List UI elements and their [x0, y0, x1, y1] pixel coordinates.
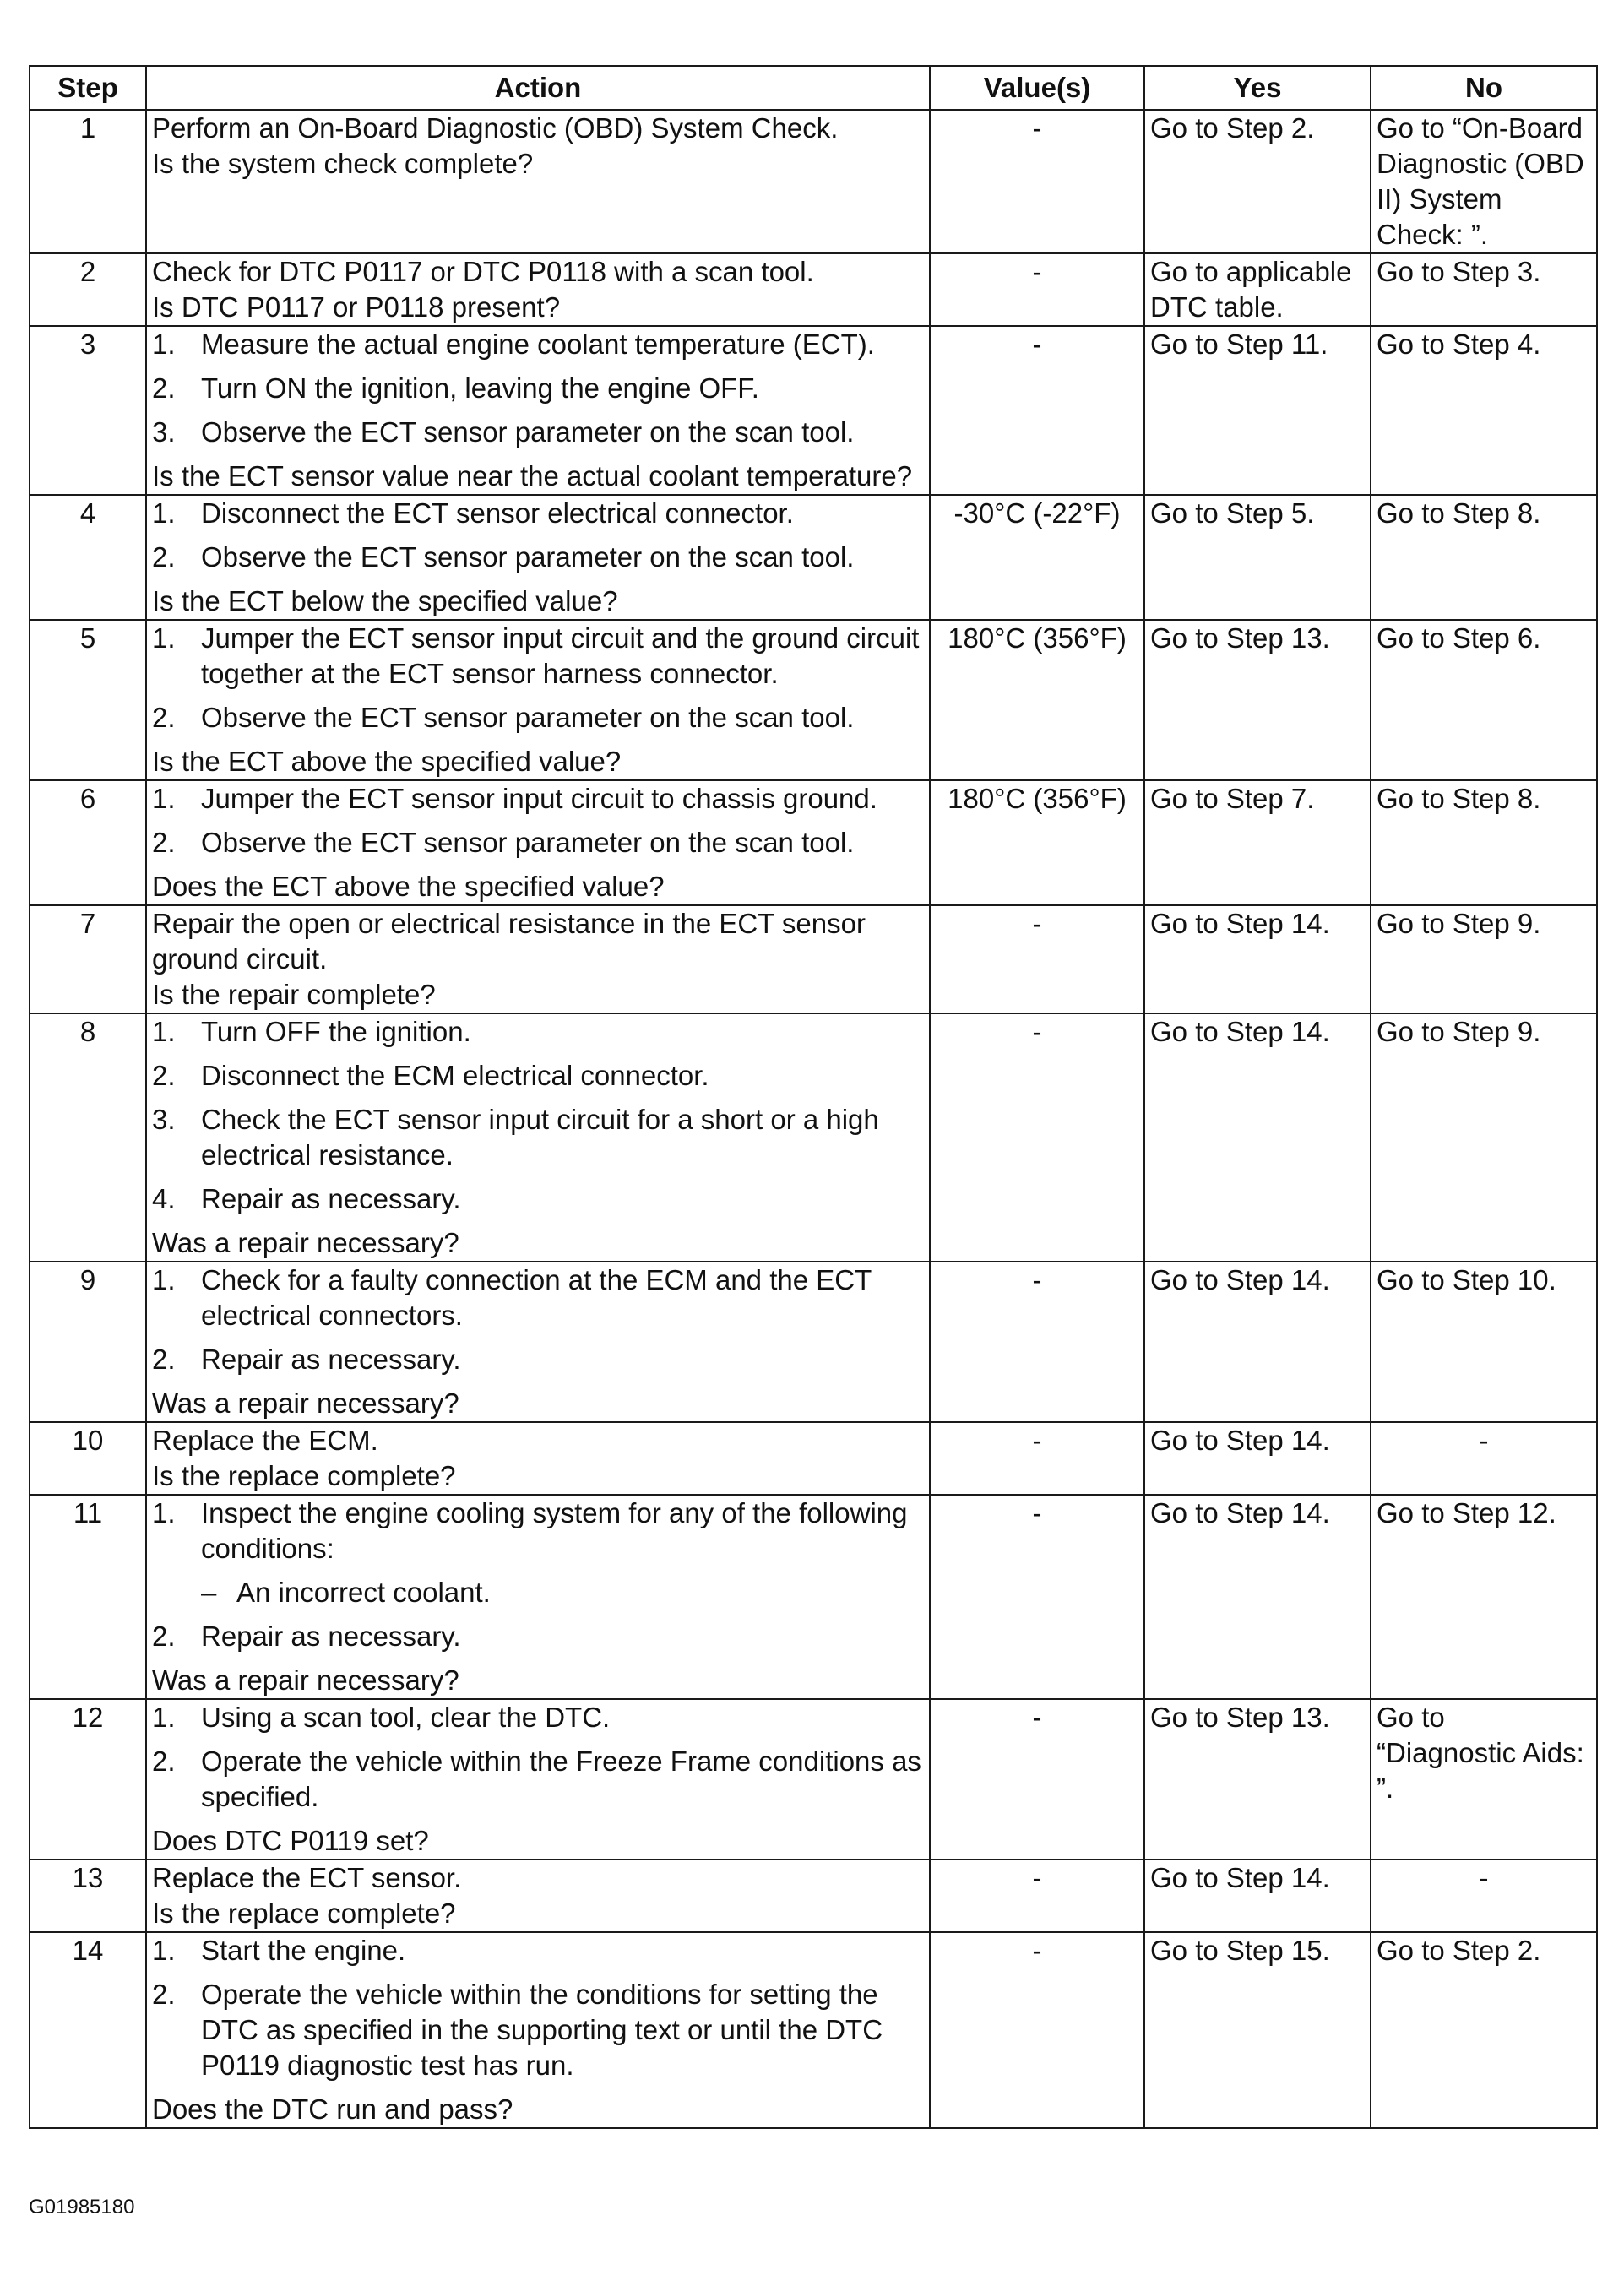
action-item-number: 1.: [152, 1497, 176, 1528]
action-item-number: 1.: [152, 622, 176, 654]
action-cell: [146, 1262, 930, 1422]
table-row: [30, 905, 1597, 1013]
yes-cell: Go to Step 15.: [1144, 1932, 1371, 2128]
action-cell: [146, 620, 930, 780]
action-item-number: 4.: [152, 1183, 176, 1214]
yes-cell: Go to Step 5.: [1144, 495, 1371, 620]
yes-cell: Go to Step 13.: [1144, 620, 1371, 780]
action-item-text: Repair as necessary.: [201, 1344, 461, 1375]
action-item-text: Check the ECT sensor input circuit for a short or a high electrical resistance.: [201, 1104, 879, 1170]
action-list: [152, 1496, 924, 1654]
action-question: Was a repair necessary?: [152, 1664, 459, 1696]
action-item-text: Using a scan tool, clear the DTC.: [201, 1702, 611, 1733]
step-number: 6: [30, 780, 146, 905]
action-text: Replace the ECT sensor.: [152, 1862, 462, 1893]
action-question: Is the ECT below the specified value?: [152, 585, 618, 616]
table-row: [30, 1932, 1597, 2128]
action-item-text: Disconnect the ECM electrical connector.: [201, 1060, 709, 1091]
no-cell: Go to Step 8.: [1371, 495, 1597, 620]
step-number: 12: [30, 1699, 146, 1860]
action-item: [152, 540, 924, 575]
header-yes: Yes: [1144, 66, 1371, 110]
action-item: [152, 1619, 924, 1654]
header-no: No: [1371, 66, 1597, 110]
action-list: [152, 1933, 924, 2083]
yes-cell: Go to Step 14.: [1144, 1013, 1371, 1262]
action-item-text: Observe the ECT sensor parameter on the scan tool.: [201, 702, 855, 733]
action-item-text: Measure the actual engine coolant temperature (ECT).: [201, 328, 875, 360]
action-list: [152, 621, 924, 736]
action-item-number: 2.: [152, 1979, 176, 2010]
action-item-text: Start the engine.: [201, 1935, 406, 1966]
action-list: [152, 1700, 924, 1815]
value-cell: -: [930, 905, 1144, 1013]
no-cell: Go to Step 8.: [1371, 780, 1597, 905]
step-number: 5: [30, 620, 146, 780]
action-item-number: 1.: [152, 1264, 176, 1295]
table-row: [30, 1860, 1597, 1932]
action-item: [152, 415, 924, 450]
action-item-number: 1.: [152, 1702, 176, 1733]
no-cell: Go to “On-Board Diagnostic (OBD II) System Check: ”.: [1371, 110, 1597, 253]
action-item-number: 1.: [152, 497, 176, 529]
action-cell: [146, 1932, 930, 2128]
action-item: [152, 1102, 924, 1173]
action-item: [152, 1181, 924, 1217]
step-number: 13: [30, 1860, 146, 1932]
table-row: [30, 1699, 1597, 1860]
action-subitem: [152, 1575, 924, 1610]
step-number: 10: [30, 1422, 146, 1495]
action-cell: [146, 253, 930, 326]
yes-cell: Go to Step 14.: [1144, 905, 1371, 1013]
action-item-text: Repair as necessary.: [201, 1621, 461, 1652]
action-item-text: Observe the ECT sensor parameter on the scan tool.: [201, 827, 855, 858]
action-question: Was a repair necessary?: [152, 1227, 459, 1258]
value-cell: -: [930, 1699, 1144, 1860]
action-item-text: Check for a faulty connection at the ECM and the ECT electrical connectors.: [201, 1264, 872, 1331]
action-item-number: 2.: [152, 1746, 176, 1777]
value-cell: -: [930, 253, 1144, 326]
action-item-text: Jumper the ECT sensor input circuit to chassis ground.: [201, 783, 877, 814]
action-list: [152, 1014, 924, 1217]
step-number: 2: [30, 253, 146, 326]
action-item: [152, 1744, 924, 1815]
action-list: [152, 327, 924, 450]
action-question: Does the DTC run and pass?: [152, 2093, 513, 2125]
action-cell: [146, 1860, 930, 1932]
action-item: [152, 825, 924, 861]
document-id: G01985180: [29, 2196, 135, 2218]
action-item-number: 2.: [152, 1621, 176, 1652]
action-item: [152, 1496, 924, 1566]
no-cell: Go to Step 2.: [1371, 1932, 1597, 2128]
action-item: [152, 1933, 924, 1968]
action-item: [152, 371, 924, 406]
yes-cell: Go to Step 14.: [1144, 1422, 1371, 1495]
table-row: [30, 110, 1597, 253]
action-item-number: 2.: [152, 702, 176, 733]
step-number: 7: [30, 905, 146, 1013]
action-cell: [146, 905, 930, 1013]
action-cell: [146, 495, 930, 620]
yes-cell: Go to Step 7.: [1144, 780, 1371, 905]
action-item-text: Turn ON the ignition, leaving the engine OFF.: [201, 372, 759, 404]
table-row: [30, 253, 1597, 326]
yes-cell: Go to Step 11.: [1144, 326, 1371, 495]
table-row: [30, 326, 1597, 495]
action-text: Repair the open or electrical resistance in the ECT sensor ground circuit.: [152, 908, 866, 975]
no-cell: Go to Step 12.: [1371, 1495, 1597, 1699]
yes-cell: Go to Step 2.: [1144, 110, 1371, 253]
no-cell: -: [1371, 1422, 1597, 1495]
action-item-text: Operate the vehicle within the Freeze Frame conditions as specified.: [201, 1746, 921, 1812]
action-item-text: Disconnect the ECT sensor electrical connector.: [201, 497, 794, 529]
no-cell: Go to Step 9.: [1371, 1013, 1597, 1262]
header-action: Action: [146, 66, 930, 110]
action-item-text: Observe the ECT sensor parameter on the scan tool.: [201, 541, 855, 573]
value-cell: -30°C (-22°F): [930, 495, 1144, 620]
action-cell: [146, 110, 930, 253]
action-item: [152, 1262, 924, 1333]
action-cell: [146, 1699, 930, 1860]
action-question: Is the replace complete?: [152, 1898, 456, 1929]
action-item-number: 1.: [152, 783, 176, 814]
step-number: 11: [30, 1495, 146, 1699]
action-item-number: 3.: [152, 1104, 176, 1135]
action-cell: [146, 1422, 930, 1495]
yes-cell: Go to Step 13.: [1144, 1699, 1371, 1860]
action-item-number: 2.: [152, 827, 176, 858]
action-item-text: Operate the vehicle within the conditions for setting the DTC as specified in the supporting text or until the DTC P0119 diagnostic test has run.: [201, 1979, 883, 2081]
value-cell: -: [930, 1495, 1144, 1699]
diagnostic-table: [29, 65, 1598, 2129]
action-item: [152, 781, 924, 817]
action-question: Does the ECT above the specified value?: [152, 871, 665, 902]
step-number: 4: [30, 495, 146, 620]
action-cell: [146, 1495, 930, 1699]
action-item: [152, 1058, 924, 1094]
no-cell: Go to Step 4.: [1371, 326, 1597, 495]
value-cell: -: [930, 326, 1144, 495]
header-step: Step: [30, 66, 146, 110]
no-cell: Go to Step 10.: [1371, 1262, 1597, 1422]
action-question: Is DTC P0117 or P0118 present?: [152, 291, 561, 323]
action-item: [152, 700, 924, 736]
action-item: [152, 1342, 924, 1377]
action-item: [152, 327, 924, 362]
no-cell: Go to Step 3.: [1371, 253, 1597, 326]
value-cell: -: [930, 1262, 1144, 1422]
step-number: 1: [30, 110, 146, 253]
table-row: [30, 1013, 1597, 1262]
action-question: Is the ECT above the specified value?: [152, 746, 622, 777]
no-cell: Go to Step 9.: [1371, 905, 1597, 1013]
action-list: [152, 496, 924, 575]
action-item-text: Turn OFF the ignition.: [201, 1016, 471, 1047]
action-subitem-text: An incorrect coolant.: [236, 1577, 491, 1608]
action-item-text: Repair as necessary.: [201, 1183, 461, 1214]
action-item-text: Inspect the engine cooling system for any of the following conditions:: [201, 1497, 908, 1564]
yes-cell: Go to Step 14.: [1144, 1860, 1371, 1932]
action-question: Is the system check complete?: [152, 148, 534, 179]
action-item: [152, 1014, 924, 1050]
action-item: [152, 621, 924, 692]
action-item-number: 1.: [152, 1016, 176, 1047]
table-row: [30, 1495, 1597, 1699]
no-cell: Go to Step 6.: [1371, 620, 1597, 780]
dash-bullet: –: [201, 1577, 217, 1608]
value-cell: -: [930, 1422, 1144, 1495]
value-cell: 180°C (356°F): [930, 620, 1144, 780]
action-item-number: 2.: [152, 541, 176, 573]
table-row: [30, 1262, 1597, 1422]
action-cell: [146, 780, 930, 905]
action-item-number: 2.: [152, 372, 176, 404]
step-number: 9: [30, 1262, 146, 1422]
action-question: Does DTC P0119 set?: [152, 1825, 429, 1856]
action-item: [152, 1700, 924, 1735]
action-item-number: 3.: [152, 416, 176, 448]
value-cell: -: [930, 1013, 1144, 1262]
yes-cell: Go to Step 14.: [1144, 1262, 1371, 1422]
action-item: [152, 496, 924, 531]
action-question: Is the repair complete?: [152, 979, 436, 1010]
table-row: [30, 1422, 1597, 1495]
table-row: [30, 495, 1597, 620]
action-item-number: 1.: [152, 328, 176, 360]
yes-cell: Go to applicable DTC table.: [1144, 253, 1371, 326]
action-item-text: Jumper the ECT sensor input circuit and the ground circuit together at the ECT sensor harness connector.: [201, 622, 920, 689]
yes-cell: Go to Step 14.: [1144, 1495, 1371, 1699]
action-question: Is the ECT sensor value near the actual coolant temperature?: [152, 460, 913, 491]
step-number: 3: [30, 326, 146, 495]
action-text: Replace the ECM.: [152, 1425, 378, 1456]
action-list: [152, 781, 924, 861]
header-row: [30, 66, 1597, 110]
action-item-number: 2.: [152, 1060, 176, 1091]
action-item-number: 2.: [152, 1344, 176, 1375]
action-cell: [146, 326, 930, 495]
value-cell: -: [930, 1860, 1144, 1932]
step-number: 14: [30, 1932, 146, 2128]
action-cell: [146, 1013, 930, 1262]
step-number: 8: [30, 1013, 146, 1262]
no-cell: -: [1371, 1860, 1597, 1932]
action-list: [152, 1262, 924, 1377]
action-question: Is the replace complete?: [152, 1460, 456, 1491]
action-item: [152, 1977, 924, 2083]
action-item-text: Observe the ECT sensor parameter on the scan tool.: [201, 416, 855, 448]
value-cell: 180°C (356°F): [930, 780, 1144, 905]
table-row: [30, 780, 1597, 905]
no-cell: Go to “Diagnostic Aids: ”.: [1371, 1699, 1597, 1860]
action-item-number: 1.: [152, 1935, 176, 1966]
action-text: Perform an On-Board Diagnostic (OBD) System Check.: [152, 112, 839, 144]
action-question: Was a repair necessary?: [152, 1387, 459, 1419]
table-row: [30, 620, 1597, 780]
value-cell: -: [930, 1932, 1144, 2128]
header-values: Value(s): [930, 66, 1144, 110]
action-text: Check for DTC P0117 or DTC P0118 with a scan tool.: [152, 256, 814, 287]
value-cell: -: [930, 110, 1144, 253]
